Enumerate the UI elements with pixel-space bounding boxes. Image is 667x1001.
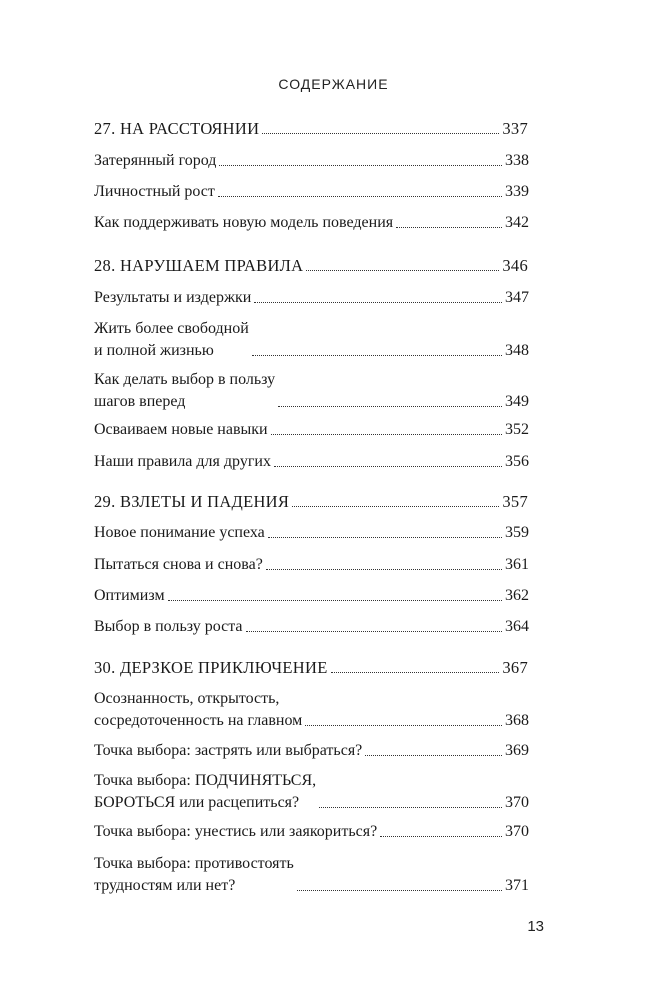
toc-page: 371	[505, 877, 529, 894]
dot-leader	[268, 537, 502, 538]
toc-title: Оптимизм	[94, 587, 165, 604]
toc-page: 369	[505, 742, 529, 759]
toc-title: Результаты и издержки	[94, 289, 252, 306]
dot-leader	[278, 406, 502, 407]
toc-page: 348	[505, 342, 529, 359]
toc-page: 352	[505, 421, 529, 438]
toc-section[interactable]	[94, 318, 529, 362]
toc-title: Осваиваем новые навыки	[94, 421, 268, 438]
toc-page: 370	[505, 823, 529, 840]
toc-chapter-29[interactable]	[94, 491, 528, 513]
toc-chapter-28[interactable]	[94, 255, 528, 277]
dot-leader	[252, 355, 502, 356]
toc-page: 337	[502, 119, 528, 138]
dot-leader	[168, 600, 502, 601]
toc-page: 347	[505, 289, 529, 306]
dot-leader	[262, 133, 499, 134]
dot-leader	[297, 890, 502, 891]
dot-leader	[331, 672, 500, 673]
dot-leader	[305, 725, 502, 726]
dot-leader	[219, 165, 502, 166]
toc-page: 370	[505, 794, 529, 811]
toc-page: 357	[502, 492, 528, 511]
toc-title: 27. НА РАССТОЯНИИ	[94, 119, 260, 138]
toc-page: 339	[505, 183, 529, 200]
dot-leader	[380, 836, 502, 837]
toc-section[interactable]	[94, 740, 529, 762]
dot-leader	[396, 227, 502, 228]
toc-page: 342	[505, 214, 529, 231]
toc-title: Личностный рост	[94, 183, 215, 200]
toc-section[interactable]	[94, 770, 529, 814]
toc-title: 30. ДЕРЗКОЕ ПРИКЛЮЧЕНИЕ	[94, 658, 328, 677]
toc-section[interactable]	[94, 821, 529, 843]
toc-page: 356	[505, 453, 529, 470]
toc-page: 359	[505, 524, 529, 541]
toc-page: 361	[505, 556, 529, 573]
dot-leader	[218, 196, 502, 197]
toc-title: Пытаться снова и снова?	[94, 556, 263, 573]
dot-leader	[246, 631, 502, 632]
toc-section[interactable]	[94, 150, 529, 172]
toc-section[interactable]	[94, 522, 529, 544]
dot-leader	[266, 569, 502, 570]
toc-title: Затерянный город	[94, 152, 217, 169]
toc-page: 368	[505, 712, 529, 729]
contents-heading: СОДЕРЖАНИЕ	[278, 76, 389, 92]
toc-section[interactable]	[94, 181, 529, 203]
toc-page: 362	[505, 587, 529, 604]
toc-section[interactable]	[94, 451, 529, 473]
toc-title: Жить более свободной и полной жизнью	[94, 320, 249, 359]
toc-title: Точка выбора: унестись или заякориться?	[94, 823, 378, 840]
toc-section[interactable]	[94, 369, 529, 413]
toc-title: Как делать выбор в пользу шагов вперед	[94, 371, 276, 410]
dot-leader	[292, 506, 499, 507]
toc-section[interactable]	[94, 853, 529, 897]
toc-page: 346	[502, 256, 528, 275]
toc-title: Наши правила для других	[94, 453, 271, 470]
toc-section[interactable]	[94, 212, 529, 234]
toc-page: 338	[505, 152, 529, 169]
toc-title: Точка выбора: противостоять трудностям или нет?	[94, 855, 294, 894]
page-number: 13	[527, 918, 544, 935]
toc-section[interactable]	[94, 616, 529, 638]
toc-title: 29. ВЗЛЕТЫ И ПАДЕНИЯ	[94, 492, 290, 511]
dot-leader	[306, 270, 499, 271]
toc-page: 364	[505, 618, 529, 635]
toc-title: Точка выбора: застрять или выбраться?	[94, 742, 363, 759]
toc-chapter-30[interactable]	[94, 657, 528, 679]
toc-section[interactable]	[94, 419, 529, 441]
toc-page: 367	[502, 658, 528, 677]
dot-leader	[254, 302, 502, 303]
dot-leader	[271, 434, 502, 435]
toc-section[interactable]	[94, 554, 529, 576]
toc-title: Выбор в пользу роста	[94, 618, 243, 635]
toc-title: 28. НАРУШАЕМ ПРАВИЛА	[94, 256, 304, 275]
toc-title: Новое понимание успеха	[94, 524, 265, 541]
toc-section[interactable]	[94, 287, 529, 309]
toc-title: Осознанность, открытость, сосредоточенность на главном	[94, 690, 303, 729]
toc-chapter-27[interactable]	[94, 118, 528, 140]
toc-title: Как поддерживать новую модель поведения	[94, 214, 394, 231]
dot-leader	[365, 755, 502, 756]
toc-page: 349	[505, 393, 529, 410]
toc-section[interactable]	[94, 585, 529, 607]
toc-title: Точка выбора: ПОДЧИНЯТЬСЯ, БОРОТЬСЯ или расцепиться?	[94, 772, 317, 811]
dot-leader	[319, 807, 502, 808]
dot-leader	[274, 466, 502, 467]
toc-section[interactable]	[94, 688, 529, 732]
